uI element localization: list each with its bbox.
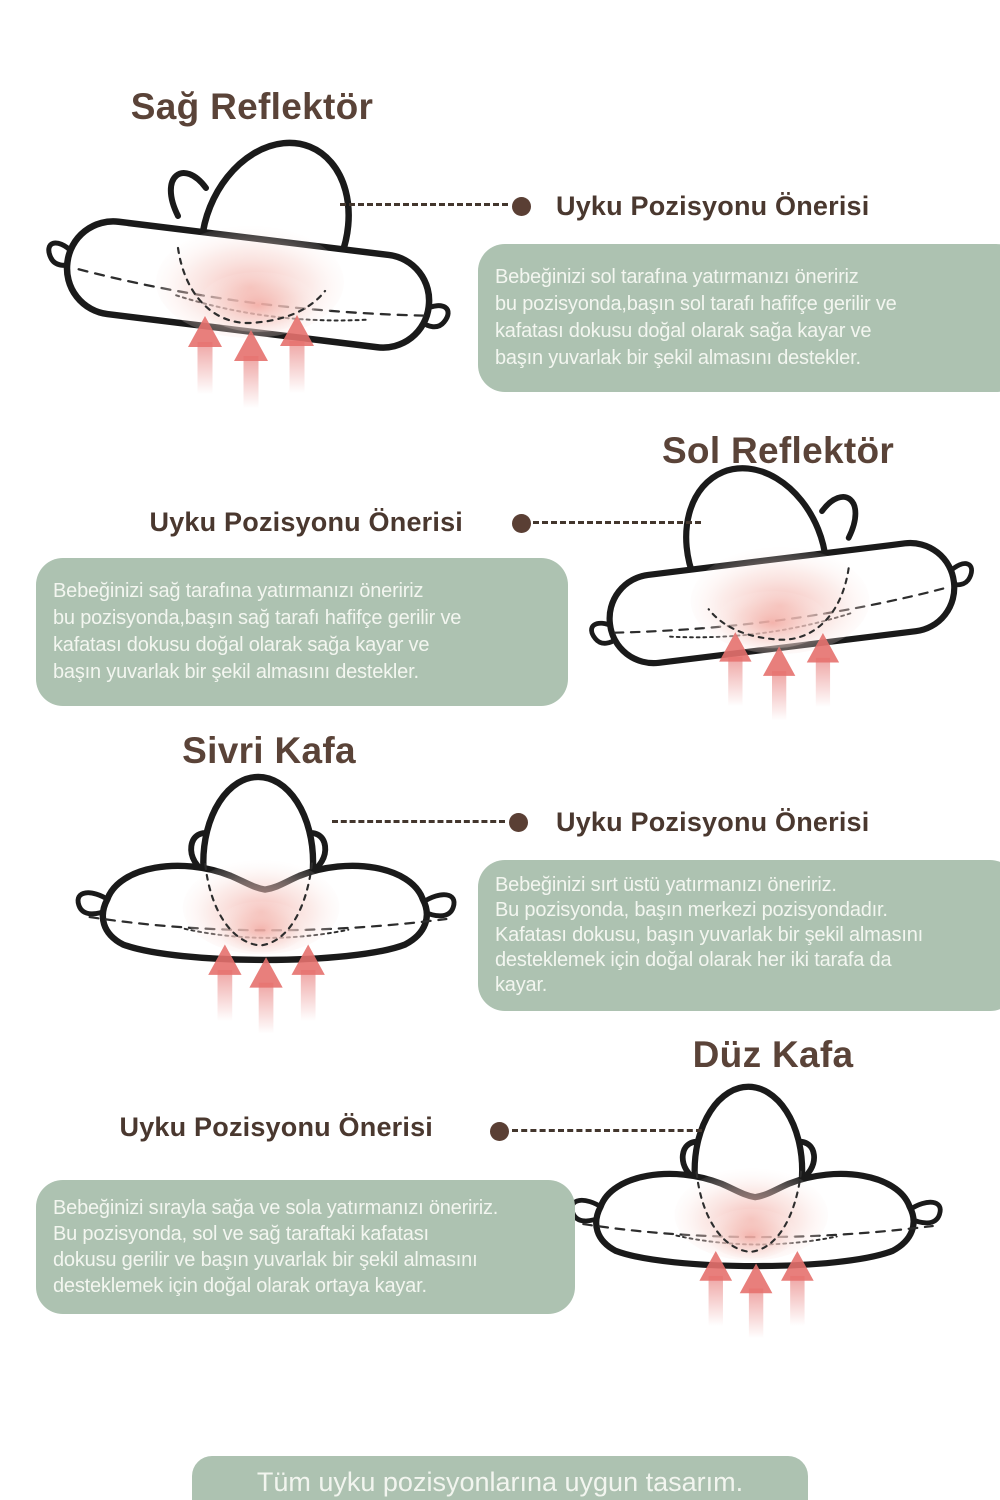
description-line: Kafatası dokusu, başın yuvarlak bir şekil almasını xyxy=(495,924,923,946)
description-box xyxy=(478,244,1000,392)
description-line: bu pozisyonda,başın sol tarafı hafifçe gerilir ve xyxy=(495,293,897,315)
connector-line xyxy=(533,521,701,524)
sleep-position-label: Uyku Pozisyonu Önerisi xyxy=(556,191,870,221)
section-title-sivri-kafa: Sivri Kafa xyxy=(182,730,356,771)
connector-dot xyxy=(490,1122,509,1141)
description-box xyxy=(478,860,1000,1011)
description-line: desteklemek için doğal olarak ortaya kayar. xyxy=(53,1275,427,1297)
description-line: Bu pozisyonda, sol ve sağ taraftaki kafatası xyxy=(53,1223,429,1245)
connector-dot xyxy=(512,197,531,216)
description-box xyxy=(36,1180,575,1314)
connector-line xyxy=(512,1129,702,1132)
connector-line xyxy=(340,203,508,206)
sleep-position-label: Uyku Pozisyonu Önerisi xyxy=(149,507,463,537)
description-line: Bebeğinizi sırayla sağa ve sola yatırmanızı öneririz. xyxy=(53,1197,499,1219)
description-line: desteklemek için doğal olarak her iki tarafa da xyxy=(495,949,892,971)
description-line: dokusu gerilir ve başın yuvarlak bir şekil almasını xyxy=(53,1249,478,1271)
sleep-position-label: Uyku Pozisyonu Önerisi xyxy=(556,807,870,837)
description-line: Bu pozisyonda, başın merkezi pozisyondadır. xyxy=(495,899,888,921)
description-line: kafatası dokusu doğal olarak sağa kayar ve xyxy=(495,320,872,342)
description-line: başın yuvarlak bir şekil almasını destekler. xyxy=(495,347,861,369)
description-box xyxy=(36,558,568,706)
description-line: Bebeğinizi sol tarafına yatırmanızı öneririz xyxy=(495,266,859,288)
baby-head-tilted-left-on-pillow-icon xyxy=(582,456,982,713)
footer-banner: Tüm uyku pozisyonlarına uygun tasarım. xyxy=(192,1456,808,1500)
connector-dot xyxy=(512,514,531,533)
description-line: kayar. xyxy=(495,974,548,996)
connector-line xyxy=(332,820,505,823)
connector-dot xyxy=(509,813,528,832)
sleep-position-label: Uyku Pozisyonu Önerisi xyxy=(119,1112,433,1142)
section-title-sag-reflektor: Sağ Reflektör xyxy=(130,86,374,127)
description-line: bu pozisyonda,başın sağ tarafı hafifçe gerilir ve xyxy=(53,607,462,629)
description-line: Bebeğinizi sırt üstü yatırmanızı öneririz. xyxy=(495,874,837,896)
description-line: kafatası dokusu doğal olarak sağa kayar ve xyxy=(53,634,430,656)
section-title-duz-kafa: Düz Kafa xyxy=(692,1034,854,1075)
baby-head-tilted-right-on-pillow-icon xyxy=(38,130,458,400)
description-line: Bebeğinizi sağ tarafına yatırmanızı öneririz xyxy=(53,580,424,602)
section-title-sol-reflektor: Sol Reflektör xyxy=(661,430,895,471)
baby-head-centered-on-pillow-icon xyxy=(556,1082,960,1322)
baby-head-centered-on-pillow-icon xyxy=(62,772,474,1017)
description-line: başın yuvarlak bir şekil almasını destekler. xyxy=(53,661,419,683)
